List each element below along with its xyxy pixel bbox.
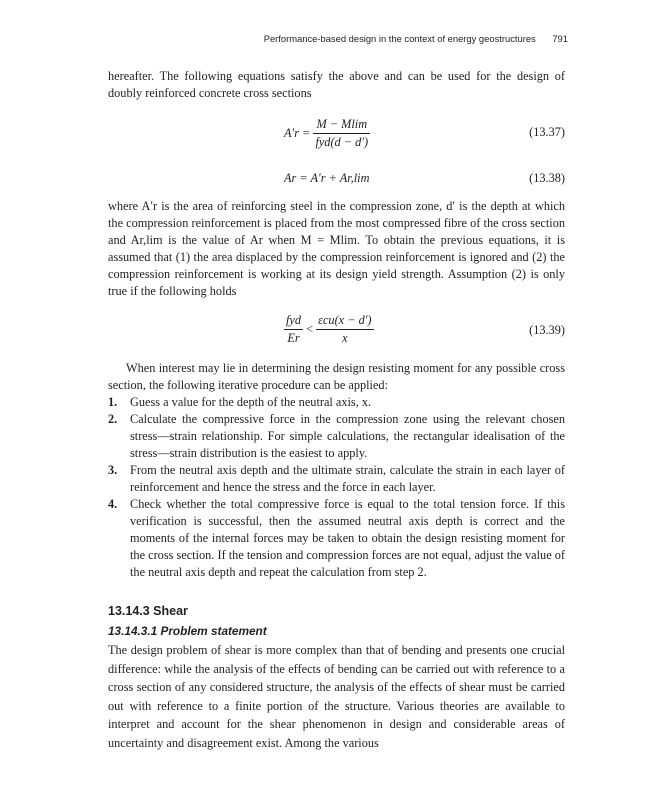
eq1-denominator: fyd(d − d′) [315,135,369,149]
eq3-lhs-numerator: fyd [286,313,302,327]
equation-13-38 [108,164,565,194]
eq3-rhs-fraction [316,312,373,347]
running-header [108,33,568,44]
paragraph-intro: hereafter. The following equations satisfy the above and can be used for the design of doubly reinforced concrete cross sections [108,69,565,100]
list-item: 1. Guess a value for the depth of the neutral axis, x. [108,395,372,409]
eq1-number: (13.37) [529,125,565,139]
eq1-fraction [313,116,370,151]
eq3-relation: < [306,322,314,336]
equation-13-39 [108,308,565,356]
eq3-rhs-denominator: x [316,329,373,347]
running-title: Performance-based design in the context of energy geostructures [263,33,536,44]
paragraph-where: where A′r is the area of reinforcing steel in the compression zone, d′ is the depth at which the compression reinforcement is placed from the most compressed fibre of the cross section and Ar,lim is the value of Ar when M = Mlim. To obtain the previous equations, it is assumed that (1) the area displaced by the compression reinforcement is ignored and (2) the compression reinforcement is working at its design yield strength. Assumption (2) is only true if the following holds [108,199,565,298]
eq3-lhs-denominator: Er [284,329,303,347]
eq1-lhs: A′r = [284,126,311,140]
procedure-list [108,394,565,581]
section-heading: 13.14.3 Shear [108,604,188,618]
list-item: 2. Calculate the compressive force in the compression zone using the relevant chosen stress—strain relationship. For simple calculations, the rectangular idealisation of the stress—strain distribution is the easiest to apply. [108,412,565,460]
eq3-rhs-numerator: εcu(x − d′) [318,313,372,327]
eq3-number: (13.39) [529,323,565,337]
eq3-lhs-fraction [284,312,303,347]
list-item: 3. From the neutral axis depth and the ultimate strain, calculate the strain in each layer of reinforcement and hence the stress and the force in each layer. [108,463,565,494]
eq2-number: (13.38) [529,171,565,185]
eq2-expression: Ar = A′r + Ar,lim [284,171,370,185]
equation-13-37 [108,110,565,158]
body-text [108,68,565,752]
list-item: 4. Check whether the total compressive force is equal to the total tension force. If this verification is successful, then the assumed neutral axis depth is correct and the moments of the internal forces may be taken to obtain the design resisting moment for the cross section. If the tension and compression forces are not equal, adjust the value of the neutral axis depth and repeat the calculation from step 2. [108,497,565,579]
page-number: 791 [552,33,568,44]
paragraph-shear: The design problem of shear is more complex than that of bending and presents one crucial difference: while the analysis of the effects of bending can be carried out with reference to a cross section of any considered structure, the analysis of the effects of shear must be carried out with reference to a finite portion of the structure. Various theories are available to interpret and account for the shear phenomenon in design and considerable areas of uncertainty and disagreement exist. Among the various [108,643,565,750]
eq1-numerator: M − Mlim [316,117,368,131]
subsection-heading: 13.14.3.1 Problem statement [108,624,267,638]
paragraph-procedure: When interest may lie in determining the design resisting moment for any possible cross section, the following iterative procedure can be applied: [108,361,565,392]
